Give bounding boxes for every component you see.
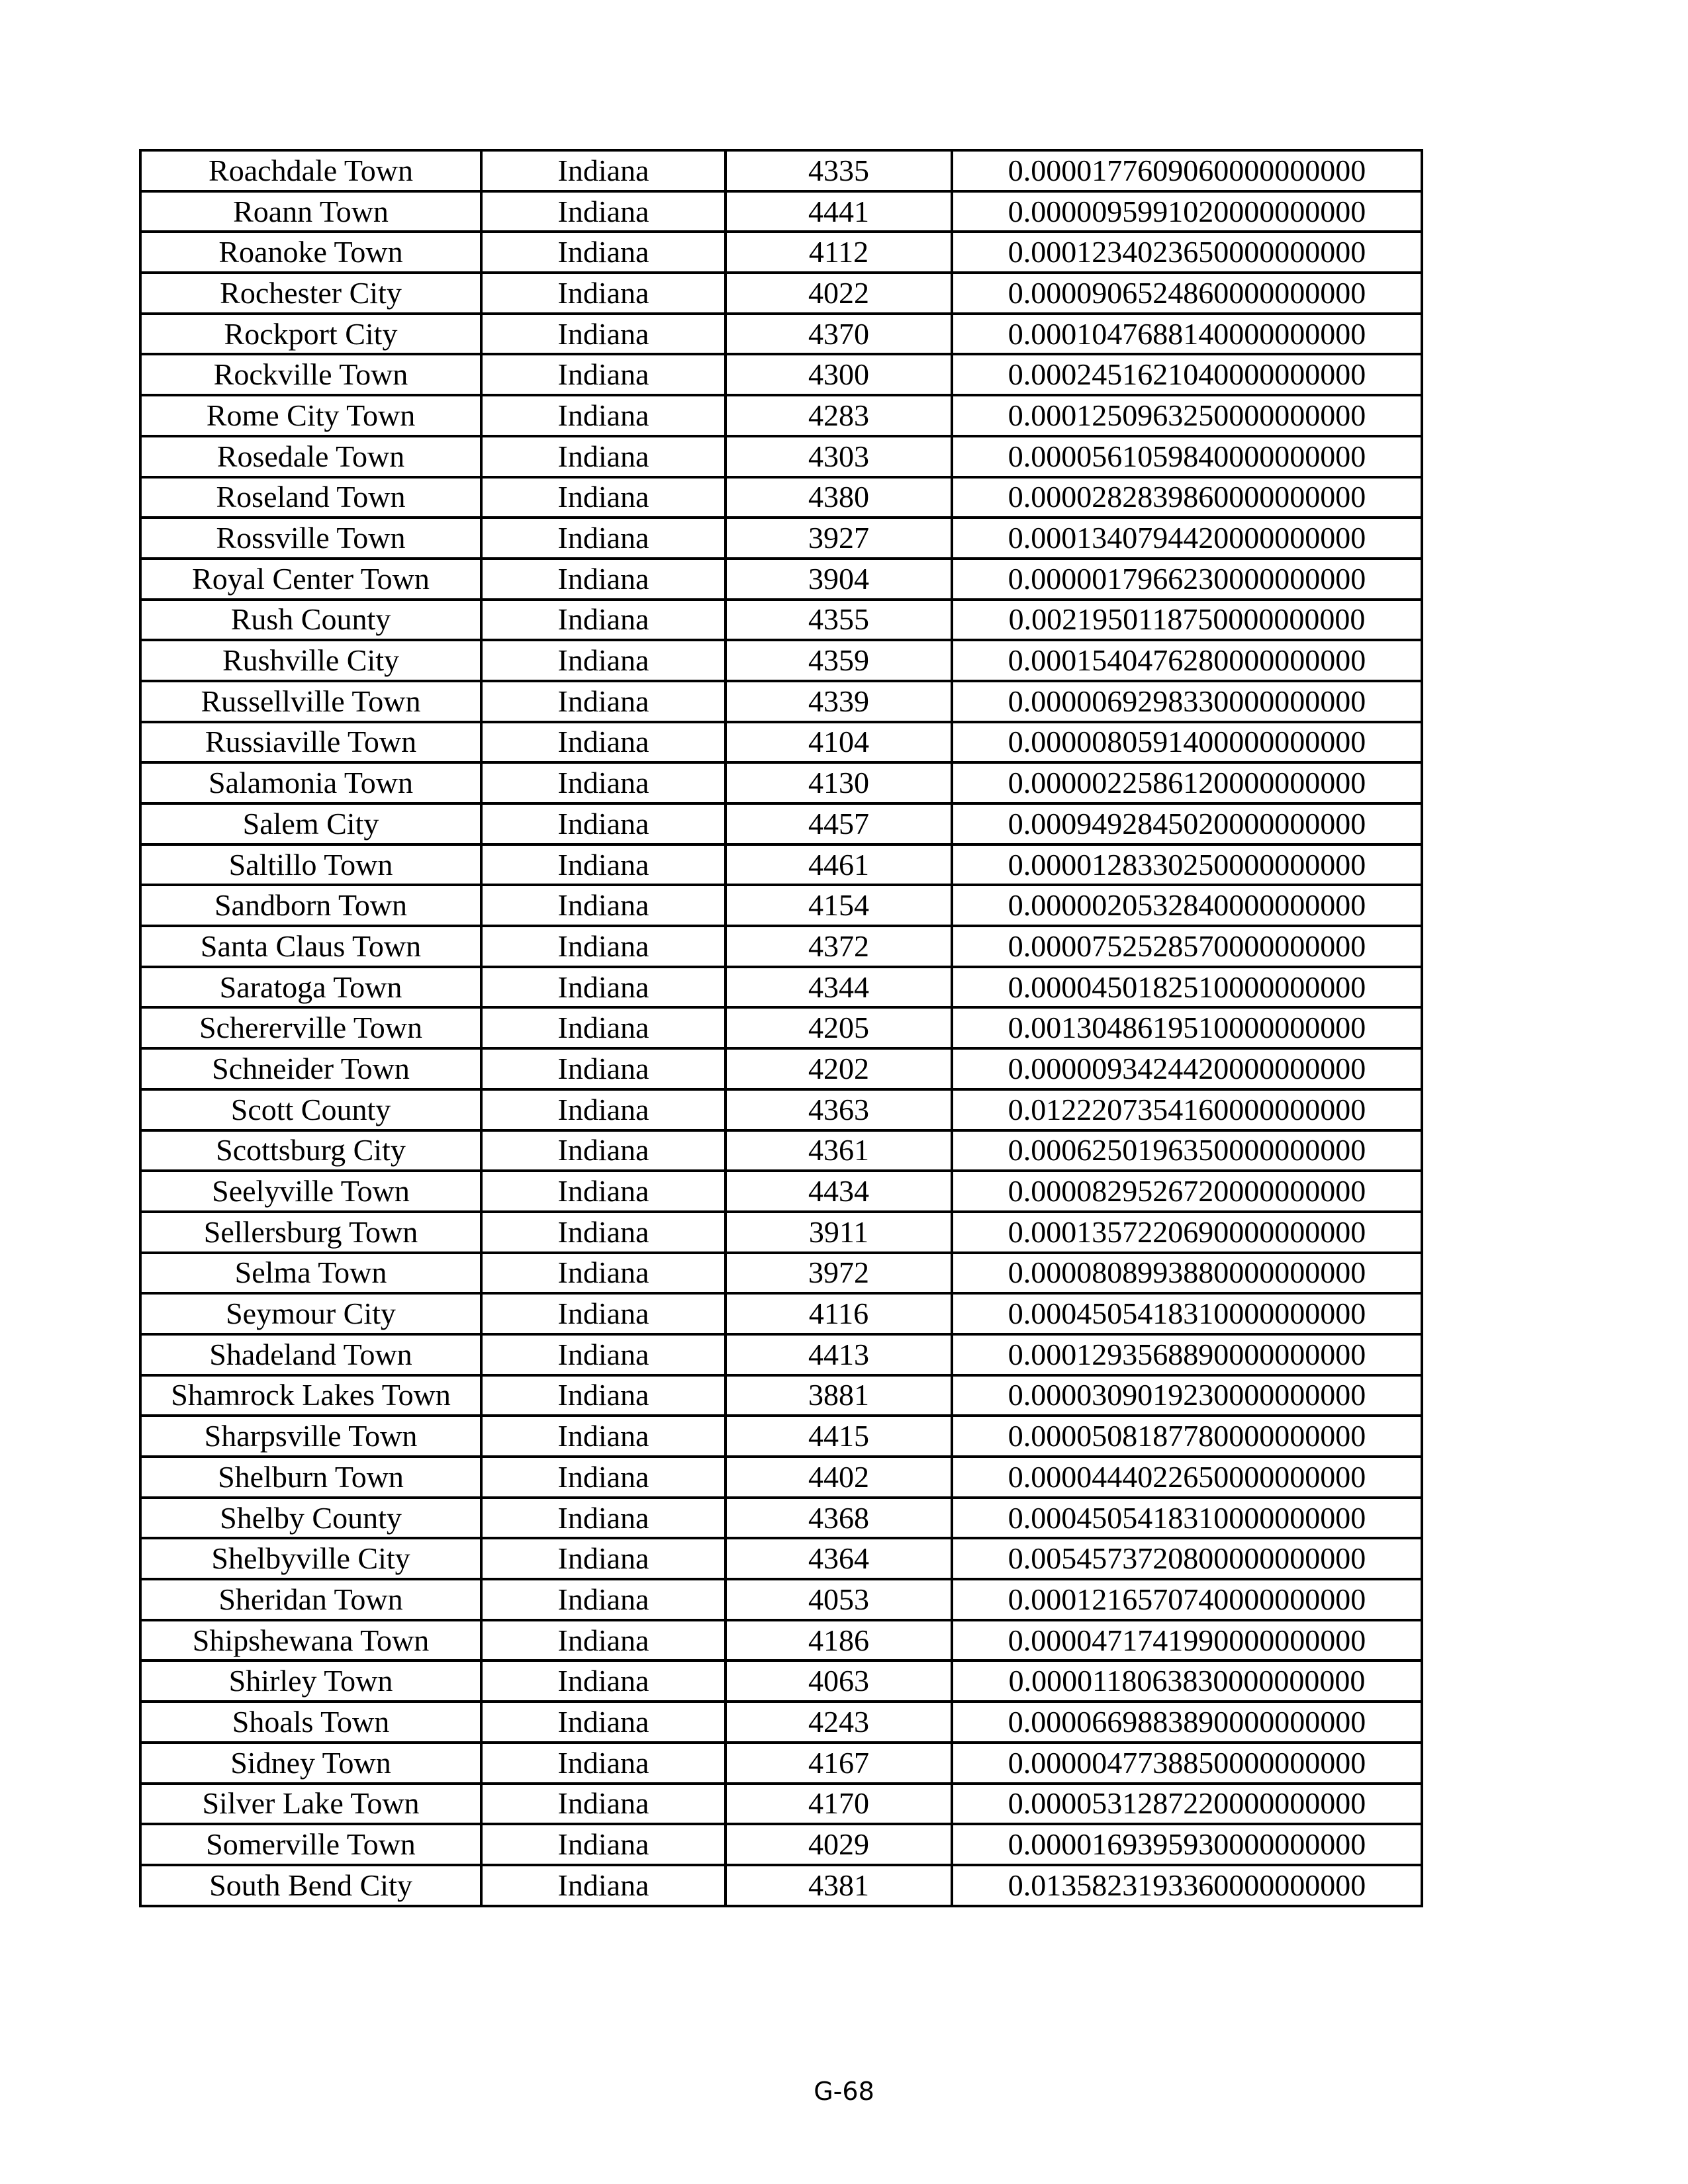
table-row — [140, 803, 1422, 844]
cell-name: Shoals Town — [140, 1702, 481, 1743]
cell-state: Indiana — [481, 477, 726, 518]
cell-code: 4116 — [726, 1293, 952, 1334]
cell-value: 0.0054573720800000000000 — [952, 1538, 1422, 1579]
cell-name: Shelburn Town — [140, 1457, 481, 1498]
cell-value: 0.0006250196350000000000 — [952, 1130, 1422, 1171]
cell-name: Somerville Town — [140, 1824, 481, 1865]
cell-value: 0.0000017966230000000000 — [952, 559, 1422, 600]
cell-code: 4170 — [726, 1784, 952, 1825]
cell-code: 4380 — [726, 477, 952, 518]
table-body — [140, 150, 1422, 1906]
cell-state: Indiana — [481, 1375, 726, 1416]
table-row — [140, 926, 1422, 967]
cell-code: 4415 — [726, 1416, 952, 1457]
cell-name: Rockville Town — [140, 354, 481, 395]
cell-state: Indiana — [481, 1212, 726, 1253]
cell-value: 0.0000669883890000000000 — [952, 1702, 1422, 1743]
cell-state: Indiana — [481, 640, 726, 681]
table-row — [140, 1538, 1422, 1579]
cell-code: 3881 — [726, 1375, 952, 1416]
table-row — [140, 1375, 1422, 1416]
cell-state: Indiana — [481, 722, 726, 763]
cell-name: Roann Town — [140, 191, 481, 232]
table-row — [140, 314, 1422, 355]
page-number: G-68 — [814, 2077, 874, 2106]
cell-code: 4364 — [726, 1538, 952, 1579]
table-row — [140, 1702, 1422, 1743]
cell-name: Russiaville Town — [140, 722, 481, 763]
cell-state: Indiana — [481, 1253, 726, 1294]
table-row — [140, 1743, 1422, 1784]
table-row — [140, 600, 1422, 641]
cell-value: 0.0001357220690000000000 — [952, 1212, 1422, 1253]
cell-code: 4339 — [726, 681, 952, 722]
cell-name: Shelbyville City — [140, 1538, 481, 1579]
cell-name: Russellville Town — [140, 681, 481, 722]
cell-value: 0.0013048619510000000000 — [952, 1007, 1422, 1048]
cell-code: 4053 — [726, 1579, 952, 1620]
table-row — [140, 1130, 1422, 1171]
cell-code: 3927 — [726, 518, 952, 559]
cell-state: Indiana — [481, 436, 726, 477]
cell-code: 4205 — [726, 1007, 952, 1048]
cell-value: 0.0002451621040000000000 — [952, 354, 1422, 395]
cell-value: 0.0000118063830000000000 — [952, 1661, 1422, 1702]
cell-code: 4363 — [726, 1089, 952, 1130]
cell-name: Shamrock Lakes Town — [140, 1375, 481, 1416]
cell-state: Indiana — [481, 1416, 726, 1457]
cell-code: 4402 — [726, 1457, 952, 1498]
cell-name: Rushville City — [140, 640, 481, 681]
cell-state: Indiana — [481, 1007, 726, 1048]
cell-name: Seelyville Town — [140, 1171, 481, 1212]
table-row — [140, 1784, 1422, 1825]
cell-name: Rochester City — [140, 273, 481, 314]
cell-state: Indiana — [481, 1538, 726, 1579]
cell-value: 0.0000471741990000000000 — [952, 1620, 1422, 1661]
table-row — [140, 1824, 1422, 1865]
table-row — [140, 477, 1422, 518]
cell-code: 4368 — [726, 1498, 952, 1539]
table-row — [140, 640, 1422, 681]
cell-value: 0.0000508187780000000000 — [952, 1416, 1422, 1457]
cell-name: Rossville Town — [140, 518, 481, 559]
cell-value: 0.0135823193360000000000 — [952, 1865, 1422, 1906]
table-row — [140, 1498, 1422, 1539]
cell-value: 0.0001047688140000000000 — [952, 314, 1422, 355]
table-row — [140, 1212, 1422, 1253]
cell-state: Indiana — [481, 1293, 726, 1334]
cell-code: 4413 — [726, 1334, 952, 1375]
cell-state: Indiana — [481, 1171, 726, 1212]
cell-state: Indiana — [481, 885, 726, 926]
table-row — [140, 273, 1422, 314]
table-row — [140, 1416, 1422, 1457]
table-row — [140, 1007, 1422, 1048]
cell-value: 0.0000022586120000000000 — [952, 762, 1422, 803]
cell-state: Indiana — [481, 681, 726, 722]
cell-code: 4202 — [726, 1048, 952, 1089]
cell-name: Salamonia Town — [140, 762, 481, 803]
cell-value: 0.0000020532840000000000 — [952, 885, 1422, 926]
cell-name: Shirley Town — [140, 1661, 481, 1702]
cell-name: Sidney Town — [140, 1743, 481, 1784]
cell-state: Indiana — [481, 314, 726, 355]
cell-code: 4300 — [726, 354, 952, 395]
cell-code: 4104 — [726, 722, 952, 763]
cell-value: 0.0000450182510000000000 — [952, 967, 1422, 1008]
cell-name: Shadeland Town — [140, 1334, 481, 1375]
cell-value: 0.0000829526720000000000 — [952, 1171, 1422, 1212]
cell-state: Indiana — [481, 1824, 726, 1865]
cell-state: Indiana — [481, 559, 726, 600]
table-row — [140, 395, 1422, 436]
table-row — [140, 232, 1422, 273]
cell-state: Indiana — [481, 395, 726, 436]
cell-code: 4186 — [726, 1620, 952, 1661]
cell-value: 0.0000093424420000000000 — [952, 1048, 1422, 1089]
cell-name: Sellersburg Town — [140, 1212, 481, 1253]
cell-code: 4154 — [726, 885, 952, 926]
cell-value: 0.0009492845020000000000 — [952, 803, 1422, 844]
cell-state: Indiana — [481, 1457, 726, 1498]
cell-state: Indiana — [481, 1089, 726, 1130]
cell-name: Seymour City — [140, 1293, 481, 1334]
cell-code: 4372 — [726, 926, 952, 967]
cell-code: 4441 — [726, 191, 952, 232]
cell-value: 0.0000531287220000000000 — [952, 1784, 1422, 1825]
cell-name: Sharpsville Town — [140, 1416, 481, 1457]
cell-code: 3972 — [726, 1253, 952, 1294]
table-row — [140, 191, 1422, 232]
allocation-table-wrapper — [139, 149, 1423, 1907]
cell-state: Indiana — [481, 1498, 726, 1539]
cell-name: Sandborn Town — [140, 885, 481, 926]
table-row — [140, 1048, 1422, 1089]
cell-value: 0.0000282839860000000000 — [952, 477, 1422, 518]
cell-code: 4355 — [726, 600, 952, 641]
cell-name: Schererville Town — [140, 1007, 481, 1048]
cell-name: Rosedale Town — [140, 436, 481, 477]
cell-value: 0.0004505418310000000000 — [952, 1293, 1422, 1334]
cell-name: Roanoke Town — [140, 232, 481, 273]
cell-code: 4283 — [726, 395, 952, 436]
cell-state: Indiana — [481, 926, 726, 967]
cell-code: 4344 — [726, 967, 952, 1008]
cell-name: Santa Claus Town — [140, 926, 481, 967]
cell-state: Indiana — [481, 1784, 726, 1825]
table-row — [140, 436, 1422, 477]
cell-code: 3904 — [726, 559, 952, 600]
cell-state: Indiana — [481, 844, 726, 886]
allocation-table — [139, 149, 1423, 1907]
cell-code: 3911 — [726, 1212, 952, 1253]
cell-value: 0.0001250963250000000000 — [952, 395, 1422, 436]
cell-value: 0.0001216570740000000000 — [952, 1579, 1422, 1620]
cell-value: 0.0001234023650000000000 — [952, 232, 1422, 273]
cell-state: Indiana — [481, 803, 726, 844]
cell-code: 4457 — [726, 803, 952, 844]
cell-code: 4335 — [726, 150, 952, 191]
cell-state: Indiana — [481, 354, 726, 395]
cell-name: Saratoga Town — [140, 967, 481, 1008]
cell-code: 4167 — [726, 1743, 952, 1784]
cell-code: 4370 — [726, 314, 952, 355]
table-row — [140, 1457, 1422, 1498]
table-row — [140, 1661, 1422, 1702]
cell-value: 0.0000047738850000000000 — [952, 1743, 1422, 1784]
cell-value: 0.0000906524860000000000 — [952, 273, 1422, 314]
cell-state: Indiana — [481, 967, 726, 1008]
cell-value: 0.0000808993880000000000 — [952, 1253, 1422, 1294]
table-row — [140, 885, 1422, 926]
cell-state: Indiana — [481, 600, 726, 641]
cell-code: 4303 — [726, 436, 952, 477]
cell-value: 0.0000128330250000000000 — [952, 844, 1422, 886]
table-row — [140, 150, 1422, 191]
table-row — [140, 1171, 1422, 1212]
cell-value: 0.0000177609060000000000 — [952, 150, 1422, 191]
cell-name: Salem City — [140, 803, 481, 844]
cell-code: 4130 — [726, 762, 952, 803]
cell-value: 0.0021950118750000000000 — [952, 600, 1422, 641]
table-row — [140, 1865, 1422, 1906]
cell-state: Indiana — [481, 1334, 726, 1375]
cell-state: Indiana — [481, 1865, 726, 1906]
table-row — [140, 1293, 1422, 1334]
cell-value: 0.0000095991020000000000 — [952, 191, 1422, 232]
table-row — [140, 844, 1422, 886]
table-row — [140, 518, 1422, 559]
cell-name: Scott County — [140, 1089, 481, 1130]
cell-state: Indiana — [481, 1743, 726, 1784]
cell-name: Shipshewana Town — [140, 1620, 481, 1661]
cell-state: Indiana — [481, 1130, 726, 1171]
cell-value: 0.0000752528570000000000 — [952, 926, 1422, 967]
cell-value: 0.0122207354160000000000 — [952, 1089, 1422, 1130]
cell-name: Scottsburg City — [140, 1130, 481, 1171]
cell-state: Indiana — [481, 232, 726, 273]
table-row — [140, 681, 1422, 722]
cell-name: Shelby County — [140, 1498, 481, 1539]
cell-name: Roseland Town — [140, 477, 481, 518]
table-row — [140, 559, 1422, 600]
cell-name: Royal Center Town — [140, 559, 481, 600]
cell-value: 0.0000069298330000000000 — [952, 681, 1422, 722]
cell-name: Rockport City — [140, 314, 481, 355]
table-row — [140, 1089, 1422, 1130]
table-row — [140, 762, 1422, 803]
cell-code: 4461 — [726, 844, 952, 886]
cell-code: 4434 — [726, 1171, 952, 1212]
cell-value: 0.0000169395930000000000 — [952, 1824, 1422, 1865]
cell-name: Silver Lake Town — [140, 1784, 481, 1825]
table-row — [140, 1334, 1422, 1375]
cell-value: 0.0004505418310000000000 — [952, 1498, 1422, 1539]
cell-state: Indiana — [481, 762, 726, 803]
table-row — [140, 1620, 1422, 1661]
cell-name: Rome City Town — [140, 395, 481, 436]
cell-name: Saltillo Town — [140, 844, 481, 886]
cell-state: Indiana — [481, 273, 726, 314]
cell-value: 0.0001540476280000000000 — [952, 640, 1422, 681]
cell-name: Selma Town — [140, 1253, 481, 1294]
table-row — [140, 354, 1422, 395]
cell-code: 4381 — [726, 1865, 952, 1906]
cell-code: 4029 — [726, 1824, 952, 1865]
cell-value: 0.0000080591400000000000 — [952, 722, 1422, 763]
table-row — [140, 1253, 1422, 1294]
cell-state: Indiana — [481, 191, 726, 232]
cell-value: 0.0000444022650000000000 — [952, 1457, 1422, 1498]
table-row — [140, 967, 1422, 1008]
cell-code: 4359 — [726, 640, 952, 681]
cell-code: 4063 — [726, 1661, 952, 1702]
cell-state: Indiana — [481, 1620, 726, 1661]
cell-name: Schneider Town — [140, 1048, 481, 1089]
cell-value: 0.0001293568890000000000 — [952, 1334, 1422, 1375]
cell-state: Indiana — [481, 1661, 726, 1702]
cell-value: 0.0000561059840000000000 — [952, 436, 1422, 477]
cell-state: Indiana — [481, 1048, 726, 1089]
cell-value: 0.0001340794420000000000 — [952, 518, 1422, 559]
cell-code: 4022 — [726, 273, 952, 314]
cell-code: 4112 — [726, 232, 952, 273]
cell-name: Sheridan Town — [140, 1579, 481, 1620]
cell-value: 0.0000309019230000000000 — [952, 1375, 1422, 1416]
cell-code: 4361 — [726, 1130, 952, 1171]
cell-state: Indiana — [481, 1702, 726, 1743]
cell-state: Indiana — [481, 518, 726, 559]
table-row — [140, 1579, 1422, 1620]
cell-name: Roachdale Town — [140, 150, 481, 191]
cell-state: Indiana — [481, 150, 726, 191]
cell-name: Rush County — [140, 600, 481, 641]
cell-code: 4243 — [726, 1702, 952, 1743]
cell-name: South Bend City — [140, 1865, 481, 1906]
cell-state: Indiana — [481, 1579, 726, 1620]
table-row — [140, 722, 1422, 763]
